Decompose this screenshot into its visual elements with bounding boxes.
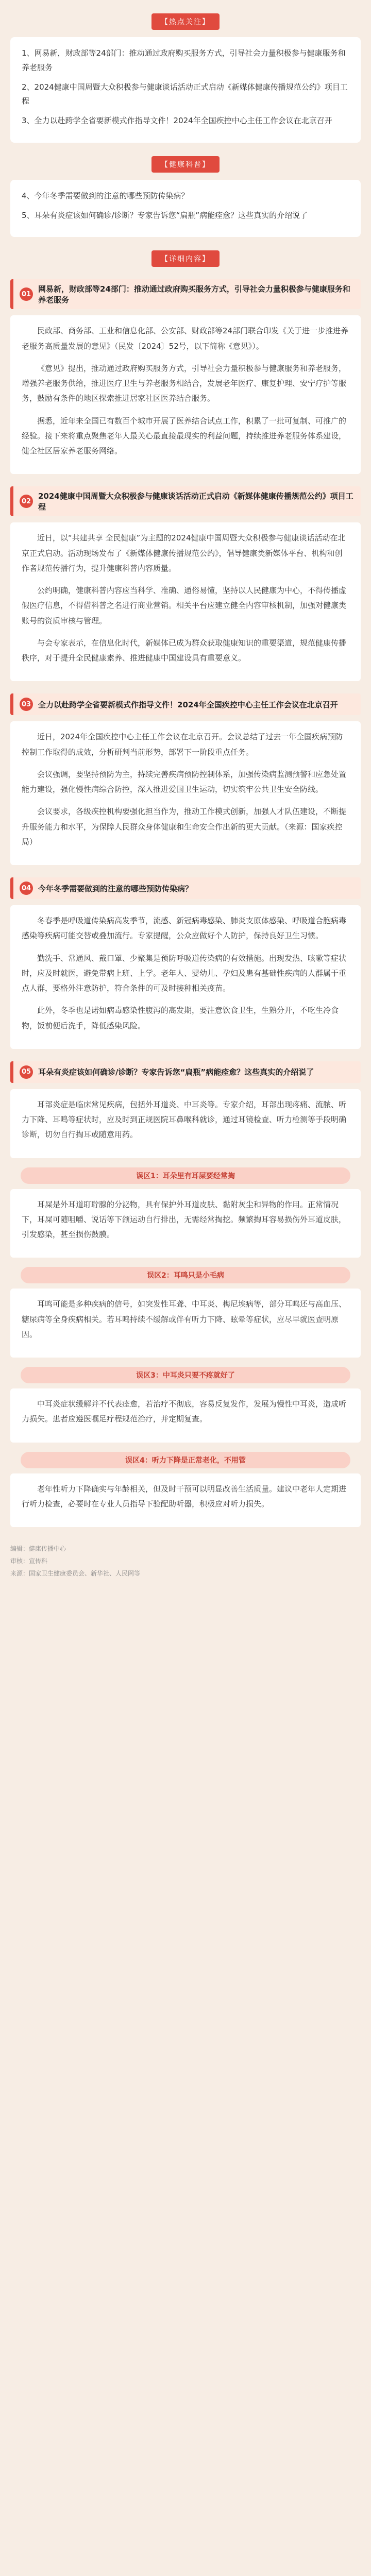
- section-hot: [0, 13, 371, 30]
- paragraph: 中耳炎症状缓解并不代表痊愈，若治疗不彻底，容易反复发作，发展为慢性中耳炎，造成听力损失。患者应遵医嘱足疗程规范治疗，并定期复查。: [22, 1399, 347, 1424]
- article-number: 01: [20, 287, 33, 301]
- qa-answer: [10, 1289, 361, 1358]
- health-list: [10, 180, 361, 238]
- footer-line: 来源：国家卫生健康委员会、新华社、人民网等: [10, 1570, 141, 1577]
- article-number: 02: [20, 495, 33, 508]
- article-title: [10, 1061, 361, 1083]
- paragraph: 勤洗手、常通风、戴口罩、少聚集是预防呼吸道传染病的有效措施。出现发热、咳嗽等症状时，应及时就医，避免带病上班、上学。老年人、婴幼儿、孕妇及患有基础性疾病的人群属于重点人群，要格外注意防护，符合条件的可及时接种相关疫苗。: [22, 953, 347, 993]
- article-title: [10, 486, 361, 516]
- paragraph: 据悉，近年来全国已有数百个城市开展了医养结合试点工作，积累了一批可复制、可推广的经验。接下来将重点聚焦老年人最关心最直接最现实的利益问题，持续推进养老服务体系建设，健全社区居家养老服务网络。: [22, 416, 347, 455]
- paragraph: 耳鸣可能是多种疾病的信号，如突发性耳聋、中耳炎、梅尼埃病等，部分耳鸣还与高血压、糖尿病等全身疾病相关。若耳鸣持续不缓解或伴有听力下降、眩晕等症状，应尽早就医查明原因。: [22, 1299, 347, 1339]
- paragraph: 此外，冬季也是诺如病毒感染性腹泻的高发期，要注意饮食卫生，生熟分开，不吃生冷食物，饭前便后洗手，降低感染风险。: [22, 1006, 339, 1030]
- article-number: 04: [20, 882, 33, 895]
- paragraph: 耳屎是外耳道耵聍腺的分泌物，具有保护外耳道皮肤、黏附灰尘和异物的作用。正常情况下，耳屎可随咀嚼、说话等下颌运动自行排出，无需经常掏挖。频繁掏耳容易损伤外耳道皮肤，引发感染，甚至损伤鼓膜。: [22, 1199, 347, 1239]
- article-heading: 网易新，财政部等24部门：推动通过政府购买服务方式，引导社会力量积极参与健康服务和养老服务: [38, 284, 350, 305]
- footer-line: 编辑：健康传播中心: [10, 1545, 66, 1552]
- page: [0, 13, 371, 1580]
- paragraph: 近日，2024年全国疾控中心主任工作会议在北京召开。会议总结了过去一年全国疾病预防控制工作取得的成效，分析研判当前形势，部署下一阶段重点任务。: [22, 732, 343, 757]
- article-body: [10, 522, 361, 681]
- paragraph: 耳部炎症是临床常见疾病，包括外耳道炎、中耳炎等。专家介绍，耳部出现疼痛、流脓、听力下降、耳鸣等症状时，应及时到正规医院耳鼻喉科就诊，通过耳镜检查、听力检测等手段明确诊断，切勿自行掏耳或随意用药。: [22, 1099, 347, 1140]
- article-body: [10, 1089, 361, 1158]
- paragraph: 民政部、商务部、工业和信息化部、公安部、财政部等24部门联合印发《关于进一步推进养老服务高质量发展的意见》（民发〔2024〕52号，以下简称《意见》）。: [22, 326, 349, 351]
- qa-answer: [10, 1473, 361, 1528]
- qa-answer: [10, 1189, 361, 1258]
- paragraph: 近日，以“共建共享 全民健康”为主题的2024健康中国周暨大众积极参与健康谈话活动在北京正式启动。活动现场发布了《新媒体健康传播规范公约》，倡导健康类新媒体平台、机构和创作者规范传播行为，提升健康科普内容质量。: [22, 533, 346, 573]
- article-body: [10, 905, 361, 1049]
- hot-list: [10, 37, 361, 143]
- section-health-label: 【健康科普】: [151, 156, 220, 173]
- hot-item[interactable]: 1、网易新，财政部等24部门：推动通过政府购买服务方式，引导社会力量积极参与健康服务和养老服务: [22, 48, 346, 72]
- section-health: [0, 156, 371, 173]
- paragraph: 公约明确，健康科普内容应当科学、准确、通俗易懂，坚持以人民健康为中心，不得传播虚假医疗信息，不得借科普之名进行商业营销。相关平台应建立健全内容审核机制，加强对健康类账号的资质审核与管理。: [22, 586, 347, 625]
- health-item[interactable]: 5、耳朵有炎症该如何确诊/诊断？专家告诉您“扁瓶”病能痊愈？这些真实的介绍说了: [22, 210, 308, 220]
- article-heading: 2024健康中国周暨大众积极参与健康谈话活动正式启动《新媒体健康传播规范公约》项目工程: [38, 492, 353, 512]
- article-heading: 全力以赴跨学全省要新模式作指导文件！2024年全国疾控中心主任工作会议在北京召开: [38, 700, 338, 709]
- qa-question: 误区3：中耳炎只要不疼就好了: [21, 1367, 350, 1383]
- section-detail-label: 【详细内容】: [151, 250, 220, 267]
- hot-item[interactable]: 3、全力以赴跨学全省要新模式作指导文件！2024年全国疾控中心主任工作会议在北京召开: [22, 116, 332, 125]
- section-detail: [0, 250, 371, 267]
- hot-item[interactable]: 2、2024健康中国周暨大众积极参与健康谈话活动正式启动《新媒体健康传播规范公约》项目工程: [22, 82, 348, 106]
- article-heading: 耳朵有炎症该如何确诊/诊断？专家告诉您“扁瓶”病能痊愈？这些真实的介绍说了: [38, 1067, 314, 1077]
- qa-question: 误区4：听力下降是正常老化，不用管: [21, 1452, 350, 1468]
- section-hot-label: 【热点关注】: [151, 13, 220, 30]
- paragraph: 《意见》提出，推动通过政府购买服务方式，引导社会力量积极参与健康服务和养老服务，增强养老服务供给，推进医疗卫生与养老服务相结合，发展老年医疗、康复护理、安宁疗护等服务，鼓励有条件的地区探索推进居家社区医养结合服务。: [22, 363, 347, 403]
- paragraph: 会议要求，各级疾控机构要强化担当作为，推动工作模式创新，加强人才队伍建设，不断提升服务能力和水平，为保障人民群众身体健康和生命安全作出新的更大贡献。（来源：国家疾控局）: [22, 807, 347, 846]
- article-title: [10, 693, 361, 715]
- footer-line: 审核：宣传科: [10, 1557, 48, 1565]
- article-number: 05: [20, 1065, 33, 1079]
- footer: [10, 1543, 361, 1580]
- article-heading: 今年冬季需要做到的注意的哪些预防传染病？: [38, 884, 193, 893]
- article-body: [10, 315, 361, 474]
- qa-answer: [10, 1388, 361, 1443]
- health-item[interactable]: 4、今年冬季需要做到的注意的哪些预防传染病？: [22, 191, 189, 200]
- qa-question: 误区1：耳朵里有耳屎要经常掏: [21, 1167, 350, 1184]
- article-title: [10, 877, 361, 899]
- paragraph: 会议强调，要坚持预防为主，持续完善疾病预防控制体系，加强传染病监测预警和应急处置能力建设，强化慢性病综合防控，深入推进爱国卫生运动，切实筑牢公共卫生安全防线。: [22, 769, 347, 794]
- article-title: [10, 279, 361, 309]
- paragraph: 与会专家表示，在信息化时代，新媒体已成为群众获取健康知识的重要渠道，规范健康传播秩序，对于提升全民健康素养、推进健康中国建设具有重要意义。: [22, 638, 347, 663]
- paragraph: 老年性听力下降确实与年龄相关，但及时干预可以明显改善生活质量。建议中老年人定期进行听力检查，必要时在专业人员指导下验配助听器，积极应对听力损失。: [22, 1484, 347, 1509]
- article-body: [10, 721, 361, 865]
- qa-question: 误区2：耳鸣只是小毛病: [21, 1267, 350, 1283]
- article-number: 03: [20, 698, 33, 711]
- paragraph: 冬春季是呼吸道传染病高发季节，流感、新冠病毒感染、肺炎支原体感染、呼吸道合胞病毒感染等疾病可能交替或叠加流行。专家提醒，公众应做好个人防护，保持良好卫生习惯。: [22, 916, 347, 941]
